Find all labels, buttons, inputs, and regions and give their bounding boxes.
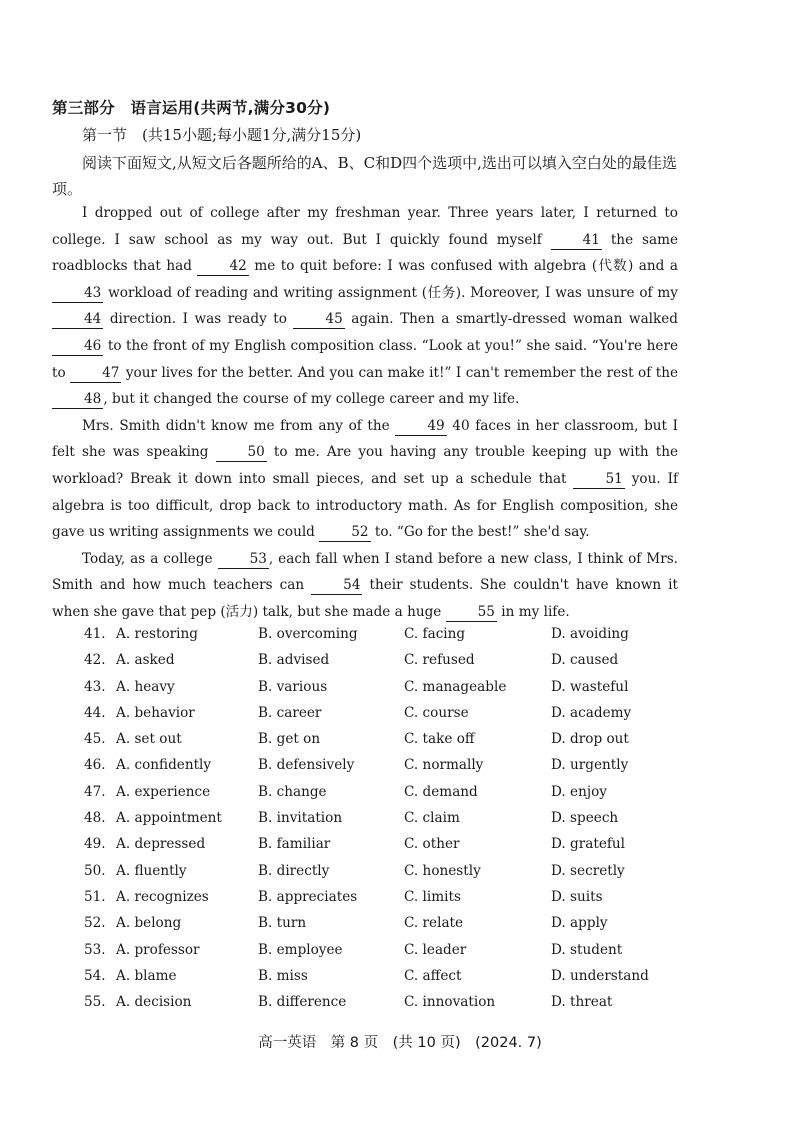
option-a: A. restoring (116, 626, 198, 642)
passage-text: I dropped out of college after my freshman year. Three years later, I returned to college. I saw school as my way out. But I quickly found myself (52, 205, 678, 248)
options-list (84, 622, 704, 1016)
passage-text: the same roadblocks that had (52, 231, 679, 275)
option-d: D. urgently (551, 757, 629, 774)
question-number: 50. (84, 862, 106, 879)
question-row (84, 911, 704, 937)
option-b: B. miss (258, 967, 308, 984)
blank-42: 42 (197, 257, 248, 276)
option-a: A. asked (116, 652, 175, 669)
question-row (84, 859, 704, 885)
option-b: B. turn (258, 915, 307, 932)
passage-text: their students. She couldn't have known it when she gave that pep (活力) talk, but she made a huge (52, 577, 678, 620)
passage-text: Mrs. Smith didn't know me from any of the (82, 417, 396, 434)
blank-50: 50 (216, 443, 267, 462)
question-row (84, 964, 704, 990)
question-number: 43. (84, 678, 106, 695)
question-number: 53. (84, 941, 106, 958)
option-b: B. career (258, 704, 322, 721)
blank-47: 47 (70, 364, 121, 383)
option-d: D. drop out (551, 731, 629, 748)
option-c: C. affect (404, 967, 462, 984)
option-a: A. set out (116, 731, 182, 748)
option-a: A. confidently (116, 757, 212, 774)
question-row (84, 648, 704, 674)
option-b: B. get on (258, 731, 321, 748)
passage-text: you. If algebra is too difficult, drop back to introductory math. As for English composition, she gave us writing assignments we could (52, 470, 679, 541)
option-b: B. invitation (258, 810, 343, 827)
question-row (84, 990, 704, 1016)
option-c: C. leader (404, 941, 467, 958)
option-a: A. depressed (116, 836, 206, 853)
option-c: C. refused (404, 652, 475, 669)
question-row (84, 701, 704, 727)
option-b: B. familiar (258, 836, 331, 853)
option-a: A. decision (116, 994, 192, 1011)
option-d: D. speech (551, 810, 619, 827)
question-row (84, 806, 704, 832)
page-footer: 高一英语 第 8 页 (共 10 页) (2024. 7) (258, 1035, 542, 1051)
question-row (84, 832, 704, 858)
question-number: 52. (84, 915, 106, 932)
question-number: 42. (84, 652, 106, 669)
option-a: A. belong (116, 915, 182, 932)
option-b: B. overcoming (258, 626, 358, 642)
question-number: 45. (84, 731, 106, 748)
blank-45: 45 (293, 310, 344, 329)
blank-49: 49 (395, 417, 446, 436)
blank-41: 41 (551, 231, 602, 250)
question-row (84, 753, 704, 779)
passage-text: again. Then a smartly-dressed woman walked (344, 311, 678, 328)
passage-text: to me. Are you having any trouble keeping up with the workload? Break it down into small pieces, and set up a schedule that (52, 444, 678, 487)
blank-55: 55 (446, 603, 497, 622)
option-b: B. directly (258, 862, 330, 879)
option-d: D. enjoy (551, 783, 607, 800)
option-c: C. innovation (404, 994, 496, 1011)
question-row (84, 675, 704, 701)
option-d: D. apply (551, 915, 608, 932)
option-b: B. defensively (258, 757, 355, 774)
option-a: A. blame (116, 967, 177, 984)
blank-51: 51 (573, 470, 624, 489)
part-title: 第三部分 语言运用(共两节,满分30分) (52, 99, 331, 117)
option-d: D. suits (551, 888, 603, 905)
option-c: C. other (404, 836, 460, 853)
question-number: 55. (84, 994, 106, 1011)
passage-text: me to quit before: I was confused with algebra (代数) and a (248, 258, 678, 275)
option-c: C. honestly (404, 862, 481, 879)
option-a: A. recognizes (116, 888, 209, 905)
question-number: 49. (84, 836, 106, 853)
passage-text: direction. I was ready to (103, 311, 294, 328)
option-a: A. appointment (116, 810, 222, 827)
option-c: C. claim (404, 810, 460, 827)
option-d: D. understand (551, 967, 649, 984)
question-number: 46. (84, 757, 106, 774)
blank-53: 53 (218, 550, 269, 569)
option-b: B. advised (258, 652, 330, 669)
option-a: A. heavy (116, 678, 175, 695)
option-d: D. avoiding (551, 626, 629, 642)
question-row (84, 780, 704, 806)
passage-text: , each fall when I stand before a new class, I think of Mrs. Smith and how much teachers can (52, 550, 678, 594)
option-d: D. threat (551, 994, 613, 1011)
question-number: 54. (84, 967, 106, 984)
option-a: A. professor (116, 941, 200, 958)
option-c: C. take off (404, 731, 475, 748)
question-number: 44. (84, 704, 106, 721)
passage-text: Today, as a college (82, 550, 218, 567)
option-b: B. change (258, 783, 327, 800)
option-b: B. employee (258, 941, 343, 958)
passage-text: 40 faces in her classroom, but I felt she was speaking (52, 417, 678, 461)
question-row (84, 885, 704, 911)
option-d: D. caused (551, 652, 619, 669)
section-title: 第一节 (共15小题;每小题1分,满分15分) (82, 126, 362, 144)
option-a: A. fluently (116, 862, 187, 879)
blank-44: 44 (52, 310, 103, 329)
option-c: C. demand (404, 783, 478, 800)
question-number: 51. (84, 888, 106, 905)
passage-text: to. “Go for the best!” she'd say. (370, 524, 590, 541)
question-row (84, 622, 704, 648)
passage-text: workload of reading and writing assignment (任务). Moreover, I was unsure of my (103, 284, 678, 301)
option-c: C. relate (404, 915, 464, 932)
passage-text: , but it changed the course of my college career and my life. (103, 391, 520, 408)
passage-paragraph-1 (52, 200, 678, 413)
option-b: B. appreciates (258, 888, 358, 905)
option-d: D. academy (551, 704, 632, 721)
instructions: 阅读下面短文,从短文后各题所给的A、B、C和D四个选项中,选出可以填入空白处的最佳选项。 (52, 154, 677, 198)
passage-text: to the front of my English composition class. “Look at you!” she said. “You're here to (52, 337, 678, 381)
blank-46: 46 (52, 337, 103, 356)
passage-paragraph-3 (52, 546, 678, 626)
option-a: A. experience (116, 783, 211, 800)
passage-text: your lives for the better. And you can make it!” I can't remember the rest of the (121, 364, 678, 381)
question-row (84, 727, 704, 753)
option-b: B. various (258, 678, 328, 695)
option-d: D. wasteful (551, 678, 629, 695)
option-c: C. limits (404, 888, 461, 905)
blank-48: 48 (52, 390, 103, 409)
question-number: 48. (84, 810, 106, 827)
option-c: C. normally (404, 757, 484, 774)
blank-43: 43 (52, 284, 103, 303)
option-c: C. facing (404, 626, 466, 642)
option-d: D. grateful (551, 836, 626, 853)
passage-paragraph-2 (52, 413, 678, 546)
cloze-passage (52, 200, 678, 626)
option-d: D. student (551, 941, 623, 958)
blank-54: 54 (311, 576, 362, 595)
option-c: C. manageable (404, 678, 507, 695)
option-d: D. secretly (551, 862, 625, 879)
question-number: 41. (84, 626, 106, 642)
option-a: A. behavior (116, 704, 195, 721)
question-number: 47. (84, 783, 106, 800)
question-row (84, 938, 704, 964)
option-c: C. course (404, 704, 469, 721)
blank-52: 52 (319, 523, 370, 542)
passage-text: in my life. (496, 603, 570, 620)
option-b: B. difference (258, 994, 347, 1011)
